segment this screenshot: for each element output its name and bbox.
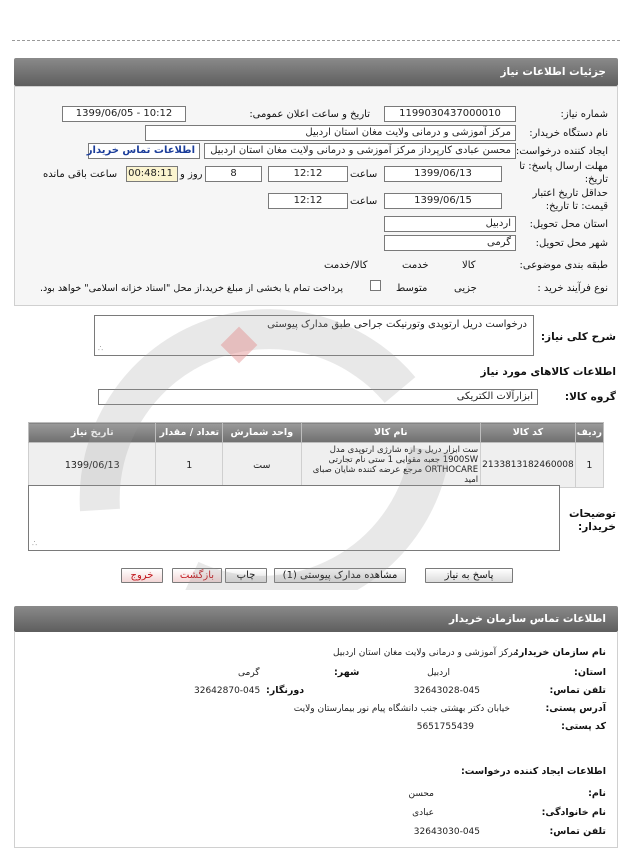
buyer-notes-label: توضیحات خریدار:: [568, 508, 616, 533]
description-box: [94, 315, 534, 356]
reply-time-field: 12:12: [268, 166, 348, 182]
province-field: اردبیل: [384, 216, 516, 232]
description-text: درخواست دریل ارتوپدی وتورنیکت جراحی طبق مدارک پیوستی: [267, 319, 527, 330]
contact-panel: [14, 632, 618, 848]
col-code: کد کالا: [481, 423, 576, 443]
remaining-time-field: 00:48:11: [126, 166, 178, 182]
creator-field: محسن عبادی کارپرداز مرکز آموزشی و درمانی ولایت مغان استان اردبیل: [204, 143, 516, 159]
contact-fax-value: 32642870-045: [194, 686, 261, 696]
creator-name-label: نام:: [588, 788, 606, 799]
table-row: [29, 443, 604, 488]
category-option-both: کالا/خدمت: [324, 260, 368, 271]
col-qty: تعداد / مقدار: [156, 423, 223, 443]
creator-family-label: نام خانوادگی:: [541, 807, 606, 818]
category-label: طبقه بندی موضوعی:: [519, 260, 608, 271]
attachments-button[interactable]: مشاهده مدارک پیوستی (1): [274, 568, 406, 583]
contact-city-value: گرمی: [238, 668, 260, 678]
creator-info-title: اطلاعات ایجاد کننده درخواست:: [460, 766, 606, 777]
col-date: تاریخ نیاز: [29, 423, 156, 443]
print-button[interactable]: چاپ: [225, 568, 267, 583]
panel-header: [14, 58, 618, 86]
creator-family-value: عبادی: [412, 808, 434, 818]
col-name: نام کالا: [301, 423, 481, 443]
contact-fax-label: دورنگار:: [266, 685, 305, 696]
process-option-minor: جزیی: [454, 283, 477, 294]
contact-province-label: استان:: [574, 667, 606, 678]
buyer-contact-link[interactable]: اطلاعات تماس خریدار: [88, 143, 200, 159]
cell-row: 1: [575, 443, 603, 488]
days-count-field: 8: [205, 166, 262, 182]
province-label: استان محل تحویل:: [529, 219, 608, 230]
contact-org-value: مرکز آموزشی و درمانی ولایت مغان استان اردبیل: [332, 648, 518, 658]
cell-date: 1399/06/13: [29, 443, 156, 488]
contact-postal-label: کد پستی:: [561, 721, 606, 732]
goods-group-label: گروه کالا:: [564, 391, 616, 403]
goods-group-field: ابزارآلات الکتریکی: [98, 389, 538, 405]
buyer-notes-box: [28, 485, 560, 551]
contact-header: [14, 606, 618, 632]
contact-phone-value: 32643028-045: [413, 686, 480, 696]
price-time-label: ساعت: [350, 196, 378, 207]
col-row: ردیف: [575, 423, 603, 443]
category-option-service: خدمت: [402, 260, 429, 271]
items-table: [28, 422, 604, 488]
contact-title: اطلاعات تماس سازمان خریدار: [449, 613, 606, 625]
need-number-label: شماره نیاز:: [560, 109, 608, 120]
process-label: نوع فرآیند خرید :: [537, 283, 608, 294]
days-label: روز و: [180, 169, 203, 180]
creator-name-value: محسن: [408, 789, 434, 799]
creator-phone-label: تلفن تماس:: [549, 826, 606, 837]
back-button[interactable]: بازگشت: [172, 568, 222, 583]
buyer-org-label: نام دستگاه خریدار:: [529, 128, 608, 139]
cell-name: ست ابزار دریل و اره شارژی ارتوپدی مدل 1900SW جعبه مقوایی 1 ستی نام تجارتی ORTHOCARE مرجع عرضه کننده شایان صبای امید: [301, 443, 481, 488]
contact-address-value: خیابان دکتر بهشتی جنب دانشگاه پیام نور بیمارستان ولایت: [293, 704, 510, 714]
resize-grip-icon: ∴: [32, 539, 38, 548]
goods-section-title: اطلاعات کالاهای مورد نیاز: [480, 366, 616, 378]
contact-city-label: شهر:: [334, 667, 360, 678]
announce-label: تاریخ و ساعت اعلان عمومی:: [249, 109, 370, 120]
contact-org-label: نام سازمان خریدار:: [515, 647, 606, 658]
cell-unit: ست: [223, 443, 301, 488]
creator-label: ایجاد کننده درخواست:: [515, 146, 608, 157]
exit-button[interactable]: خروج: [121, 568, 163, 583]
reply-deadline-label: مهلت ارسال پاسخ: تا تاریخ:: [519, 161, 608, 185]
treasury-note: پرداخت تمام یا بخشی از مبلغ خرید،از محل "اسناد خزانه اسلامی" خواهد بود.: [40, 283, 343, 294]
cell-qty: 1: [156, 443, 223, 488]
remaining-label: ساعت باقی مانده: [43, 169, 118, 180]
cell-code: 2133813182460008: [481, 443, 576, 488]
price-date-field: 1399/06/15: [384, 193, 502, 209]
category-option-goods: کالا: [462, 260, 476, 271]
contact-postal-value: 5651755439: [416, 722, 474, 732]
contact-address-label: آدرس پستی:: [545, 703, 606, 714]
col-unit: واحد شمارش: [223, 423, 301, 443]
contact-phone-label: تلفن تماس:: [549, 685, 606, 696]
resize-grip-icon: ∴: [98, 344, 104, 353]
price-time-field: 12:12: [268, 193, 348, 209]
city-label: شهر محل تحویل:: [535, 238, 608, 249]
reply-time-label: ساعت: [350, 169, 378, 180]
process-option-medium: متوسط: [396, 283, 428, 294]
reply-date-field: 1399/06/13: [384, 166, 502, 182]
top-divider: [12, 40, 620, 41]
buyer-org-field: مرکز آموزشی و درمانی ولایت مغان استان اردبیل: [145, 125, 516, 141]
treasury-checkbox[interactable]: [370, 280, 381, 291]
price-validity-label: حداقل تاریخ اعتبار قیمت: تا تاریخ:: [532, 188, 608, 212]
description-label: شرح کلی نیاز:: [540, 331, 616, 343]
need-number-field: 1199030437000010: [384, 106, 516, 122]
contact-province-value: اردبیل: [427, 668, 450, 678]
announce-field: 1399/06/05 - 10:12: [62, 106, 186, 122]
creator-phone-value: 32643030-045: [413, 827, 480, 837]
panel-title: جزئیات اطلاعات نیاز: [500, 66, 606, 78]
reply-button[interactable]: پاسخ به نیاز: [425, 568, 513, 583]
city-field: گرمی: [384, 235, 516, 251]
